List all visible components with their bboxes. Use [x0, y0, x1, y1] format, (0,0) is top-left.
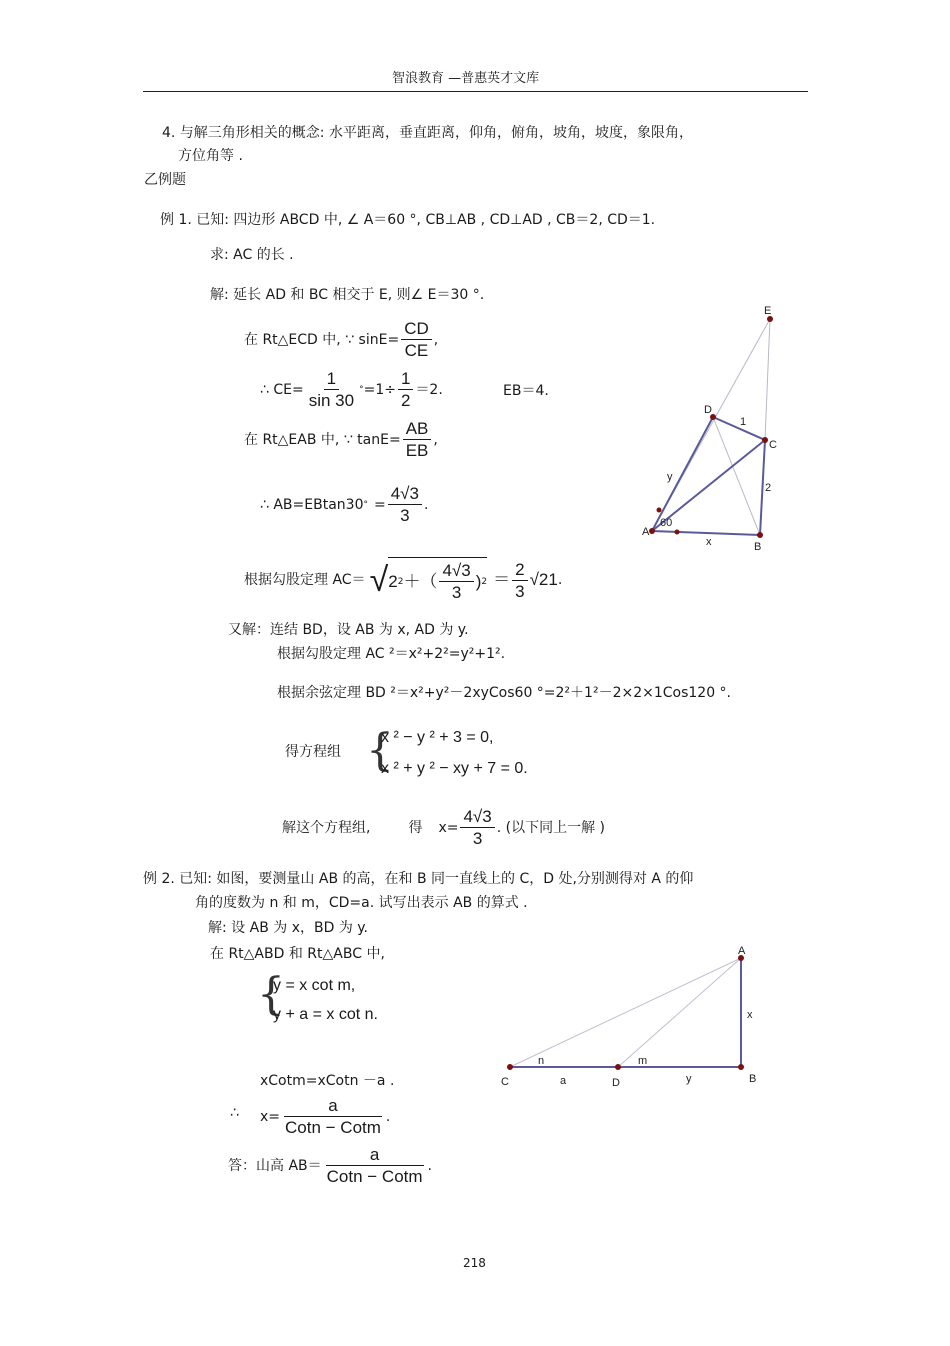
fraction-denominator: 3: [400, 506, 410, 525]
fraction-denominator: Cotn − Cotm: [326, 1167, 423, 1186]
ex1-solution-intro: 解: 延长 AD 和 BC 相交于 E, 则∠ E＝30 °.: [210, 287, 485, 303]
ex1-alt-intro: 又解：连结 BD，设 AB 为 x, AD 为 y.: [228, 622, 469, 638]
concept-line-1: 4. 与解三角形相关的概念: 水平距离，垂直距离，仰角，俯角，坡角，坡度，象限角，: [162, 125, 693, 141]
rad-term-a: 2: [388, 571, 398, 591]
ex1-alt-cosine: 根据余弦定理 BD ²＝x²+y²－2xyCos60 °=2²＋1²－2×2×1Cos120 °.: [277, 685, 732, 701]
label-B: B: [749, 1073, 757, 1085]
radicand: 2 2 ＋（ $\frac{4√3}{3}$ ) 2: [388, 557, 487, 603]
page-number: 218: [463, 1256, 486, 1270]
fraction-numerator: a: [284, 1095, 382, 1117]
point-D: [615, 1064, 621, 1070]
label-D: D: [612, 1077, 620, 1089]
sinE-end: ,: [433, 331, 439, 348]
ex1-step-tanE: [244, 418, 438, 461]
system-brace: {: [257, 969, 285, 1020]
label-angle-n: n: [538, 1055, 545, 1067]
pyth-eq: ＝: [493, 570, 511, 589]
header-divider: [143, 91, 808, 92]
answer-end: .: [427, 1157, 432, 1174]
half-fraction: [398, 368, 413, 411]
label-x: x: [706, 536, 712, 548]
label-y: y: [667, 471, 673, 483]
solve-x: x=: [438, 819, 459, 836]
radical-sign: √: [369, 561, 389, 599]
ex1-system-label: 得方程组: [285, 744, 341, 760]
fraction-numerator: CD: [401, 318, 432, 340]
pyth-end: .: [557, 572, 563, 588]
label-a: a: [560, 1075, 567, 1087]
ex1-given: 例 1. 已知: 四边形 ABCD 中, ∠ A＝60 °, CB⊥AB , CD⊥AD , CB＝2, CD＝1.: [160, 212, 656, 228]
figure-quadrilateral: [630, 300, 790, 560]
rad-close: ): [475, 571, 482, 591]
label-y: y: [686, 1073, 692, 1085]
ex1-alt-pythagoras: 根据勾股定理 AC ²＝x²+2²=y²+1².: [277, 646, 506, 662]
sightline-CA: [510, 958, 741, 1067]
label-E: E: [764, 305, 772, 317]
ex2-given-1: 例 2. 已知: 如图，要测量山 AB 的高，在和 B 同一直线上的 C，D 处,分别测得对 A 的仰: [143, 871, 694, 887]
ex2-answer: [228, 1144, 432, 1187]
sinE-prefix: 在 Rt△ECD 中, ∵ sinE=: [244, 331, 400, 348]
concept-line-2: 方位角等 .: [178, 148, 243, 164]
side-AD: [652, 417, 713, 531]
answer-prefix: 答：山高 AB＝: [228, 1157, 322, 1174]
label-A: A: [738, 945, 746, 957]
ex1-EB-value: EB＝4.: [503, 383, 549, 399]
fraction-numerator: 2: [512, 559, 527, 581]
ex1-ask: 求: AC 的长 .: [210, 247, 294, 263]
fraction-denominator: Cotn − Cotm: [285, 1118, 381, 1137]
ex2-therefore: ∴: [230, 1105, 239, 1121]
ex1-step-AB: ∴ AB=EBtan30 ° = $\frac{4√3}{3}$ .: [260, 484, 429, 525]
label-B: B: [754, 541, 762, 553]
tanE-prefix: 在 Rt△EAB 中, ∵ tanE=: [244, 431, 401, 448]
CE-mid: =1÷: [363, 381, 396, 398]
ex1-step-CE: ∴ CE= $\frac{1}{\sin 30}$ ° =1÷ $\frac{1}{2}$ ＝2.: [260, 369, 443, 410]
fraction-denominator: 3: [515, 581, 525, 601]
CE-prefix: ∴ CE=: [260, 381, 304, 398]
solve-note: . (以下同上一解 ): [496, 819, 605, 836]
fraction-numerator: a: [326, 1144, 424, 1166]
x-prefix: x=: [260, 1108, 281, 1125]
sightline-DA: [618, 958, 741, 1067]
solve-label: 解这个方程组,: [282, 819, 371, 836]
side-AB: [652, 531, 760, 535]
label-angle-60: 60: [660, 517, 673, 529]
point-B: [757, 532, 763, 538]
CE-end: ＝2.: [415, 381, 443, 398]
ex1-pythagoras: [244, 557, 562, 603]
ex1-system-eq2: x ² + y ² − xy + 7 = 0.: [381, 760, 528, 777]
point-B: [738, 1064, 744, 1070]
fraction-numerator: 1: [398, 368, 413, 390]
fraction-numerator: 4√3: [439, 560, 473, 582]
fraction-denominator: 2: [400, 391, 411, 410]
fraction-denominator: CE: [404, 341, 429, 360]
ex2-solution-where: 在 Rt△ABD 和 Rt△ABC 中,: [210, 946, 385, 962]
point-C: [762, 437, 768, 443]
rad-plus: ＋（: [403, 571, 438, 591]
ex1-solve-line: [282, 806, 605, 849]
label-side-1: 1: [740, 416, 747, 428]
pyth-label: 根据勾股定理 AC＝: [244, 572, 366, 588]
fraction-numerator: 4√3: [460, 806, 494, 828]
line-CE: [765, 319, 770, 440]
result-fraction: [512, 559, 527, 602]
label-angle-m: m: [638, 1055, 648, 1067]
AB-eq: =: [373, 496, 386, 513]
tanE-end: ,: [433, 431, 438, 448]
point-A: [649, 528, 655, 534]
label-A: A: [642, 526, 650, 538]
point-C: [507, 1064, 513, 1070]
label-C: C: [501, 1076, 509, 1088]
label-C: C: [769, 439, 777, 451]
sinE-fraction: [401, 318, 432, 361]
x-fraction: [282, 1095, 384, 1138]
AB-end: .: [423, 496, 429, 513]
AB-fraction: [388, 483, 422, 526]
fraction-numerator: 4√3: [388, 483, 422, 505]
ex2-eq1: y = x cot m,: [273, 977, 356, 994]
section-title: 乙例题: [144, 172, 186, 188]
angle-mark-dot: [675, 530, 680, 535]
system-brace: {: [366, 725, 394, 776]
figure-mountain: [495, 938, 775, 1094]
fraction-denominator: sin 30: [308, 391, 355, 410]
ex2-eq2: y + a = x cot n.: [273, 1006, 378, 1023]
ex1-step-sinE: [244, 318, 438, 361]
fraction-denominator: 3: [451, 583, 462, 602]
label-x: x: [747, 1009, 753, 1021]
solve-fraction: [460, 806, 494, 849]
rad-fraction: [439, 560, 473, 603]
ex2-given-2: 角的度数为 n 和 m，CD=a. 试写出表示 AB 的算式 .: [195, 895, 528, 911]
ex2-solution-intro: 解: 设 AB 为 x，BD 为 y.: [208, 920, 369, 936]
answer-fraction: [324, 1144, 426, 1187]
fraction-numerator: AB: [403, 418, 432, 440]
CE-fraction: [306, 368, 357, 411]
AB-prefix: ∴ AB=EBtan30: [260, 496, 364, 513]
ex2-x-formula: [260, 1095, 390, 1138]
ex2-relation: xCotm=xCotn －a .: [260, 1073, 395, 1089]
tanE-fraction: [403, 418, 432, 461]
x-end: .: [385, 1108, 391, 1125]
label-side-2: 2: [765, 482, 772, 494]
fraction-denominator: 3: [472, 829, 483, 848]
solve-de: 得: [408, 819, 423, 836]
fraction-denominator: EB: [405, 441, 429, 460]
angle-mark-dot: [657, 508, 662, 513]
result-radical: √21: [529, 570, 558, 589]
page-header-title: 智浪教育 —普惠英才文库: [392, 71, 540, 86]
label-D: D: [704, 404, 712, 416]
ex1-system-eq1: x ² − y ² + 3 = 0,: [381, 729, 494, 746]
fraction-numerator: 1: [324, 368, 339, 390]
